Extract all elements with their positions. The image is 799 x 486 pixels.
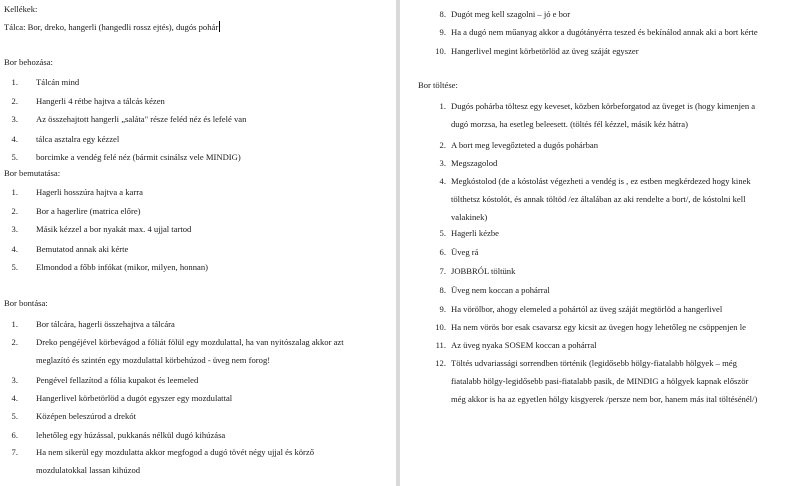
list-number: 4. xyxy=(11,244,18,254)
list-item-text: Töltés udvariassági sorrendben történik (legidősebb hölgy-fiatalabb hölgyek – még xyxy=(451,358,737,368)
list-item-text: Dugót meg kell szagolni – jó e bor xyxy=(451,9,571,19)
list-item-text: Megszagolod xyxy=(451,158,498,168)
list-number: 2. xyxy=(11,337,18,347)
list-item-text: valakinek) xyxy=(451,212,488,222)
list-number: 1. xyxy=(439,101,446,111)
list-item-text: dugó morzsa, ha esetleg beleesett. (töltés fél kézzel, másik kéz hátra) xyxy=(451,119,688,129)
list-item-text: Hagerli kézbe xyxy=(451,228,499,238)
list-item-text: JOBBRÓL töltünk xyxy=(451,266,516,276)
list-item-text: fiatalabb hölgy-legidősebb pasi-fiatalabb pasik, de MINDIG a hölgyek kapnak először xyxy=(451,376,749,386)
list-item-text: Elmondod a főbb infókat (mikor, milyen, honnan) xyxy=(36,262,208,272)
list-number: 8. xyxy=(439,285,446,295)
list-item-text: Hangerlivel körbetörlöd a dugót egyszer egy mozdulattal xyxy=(36,393,233,403)
kellekek-heading: Kellékek: xyxy=(4,4,38,14)
list-number: 3. xyxy=(11,375,18,385)
list-number: 7. xyxy=(11,447,18,457)
list-item-text: Bor a hagerlire (matrica előre) xyxy=(36,206,141,216)
list-item-text: Tálcán mind xyxy=(36,77,80,87)
list-item-text: Másik kézzel a bor nyakát max. 4 ujjal tartod xyxy=(36,224,192,234)
list-item-text: Pengével fellazítod a fólia kupakot és leemeled xyxy=(36,375,199,385)
list-item-text: meglazító és szintén egy mozdulattal körbehúzod - üveg nem forog! xyxy=(36,355,271,365)
list-number: 12. xyxy=(435,358,446,368)
list-number: 6. xyxy=(11,430,18,440)
list-number: 9. xyxy=(439,304,446,314)
list-number: 4. xyxy=(439,176,446,186)
list-number: 10. xyxy=(435,46,446,56)
list-number: 7. xyxy=(439,266,446,276)
right-document-page xyxy=(400,0,799,486)
list-item-text: borcimke a vendég felé néz (bármit csinálsz vele MINDIG) xyxy=(36,152,241,162)
list-item-text: Ha nem sikerül egy mozdulatta akkor megfogod a dugó tövét négy ujjal és körző xyxy=(36,447,315,457)
list-item-text: mozdulatokkal lassan kihúzod xyxy=(36,465,141,475)
talca-line[interactable] xyxy=(4,21,220,33)
list-number: 3. xyxy=(11,114,18,124)
list-number: 1. xyxy=(11,187,18,197)
list-number: 2. xyxy=(439,140,446,150)
list-number: 2. xyxy=(11,206,18,216)
list-item-text: Dreko pengéjével körbevágod a fóliát fölül egy mozdulattal, ha van nyitószalag akkor azt xyxy=(36,337,344,347)
left-document-page xyxy=(0,0,396,486)
list-number: 2. xyxy=(11,96,18,106)
list-number: 5. xyxy=(11,152,18,162)
list-number: 3. xyxy=(11,224,18,234)
bor-bontasa-heading: Bor bontása: xyxy=(4,298,48,308)
bor-bemutatasa-heading: Bor bemutatása: xyxy=(4,168,61,178)
talca-text: Tálca: Bor, dreko, hangerli (hangedli rossz ejtés), dugós pohár xyxy=(4,22,219,32)
list-number: 8. xyxy=(439,9,446,19)
list-number: 1. xyxy=(11,319,18,329)
list-item-text: Középen beleszúrod a drekót xyxy=(36,411,136,421)
list-item-text: Üveg nem koccan a pohárral xyxy=(451,285,550,295)
list-item-text: Ha a dugó nem műanyag akkor a dugótányérra teszed és bekínálod annak aki a bort kérte xyxy=(451,27,758,37)
list-item-text: Ha vörölbor, ahogy elemeled a pohártól az üveg száját megtörlöd a hangerlivel xyxy=(451,304,723,314)
list-number: 6. xyxy=(439,247,446,257)
list-item-text: Az összehajtott hangerli „saláta" része feléd néz és lefelé van xyxy=(36,114,247,124)
list-number: 10. xyxy=(435,322,446,332)
list-item-text: Dugós pohárba töltesz egy keveset, közben körbeforgatod az üveget is (hogy kimenjen a xyxy=(451,101,756,111)
bor-behozasa-heading: Bor behozása: xyxy=(4,57,53,67)
list-item-text: tálca asztalra egy kézzel xyxy=(36,134,120,144)
list-item-text: Bemutatod annak aki kérte xyxy=(36,244,129,254)
list-number: 1. xyxy=(11,77,18,87)
bor-toltese-heading: Bor töltése: xyxy=(418,80,458,90)
list-item-text: lehetőleg egy húzással, pukkanás nélkül dugó kihúzása xyxy=(36,430,226,440)
list-number: 4. xyxy=(11,393,18,403)
list-number: 9. xyxy=(439,27,446,37)
list-item-text: A bort meg levegőzteted a dugós pohárban xyxy=(451,140,599,150)
text-cursor xyxy=(219,21,220,32)
list-item-text: még akkor is ha az egyetlen hölgy kisgyerek /persze nem bor, hanem más ital töltésénél/) xyxy=(451,394,758,404)
list-number: 5. xyxy=(11,411,18,421)
list-item-text: Hagerli hosszúra hajtva a karra xyxy=(36,187,143,197)
list-number: 4. xyxy=(11,134,18,144)
list-item-text: Üveg rá xyxy=(451,247,479,257)
list-item-text: Bor tálcára, hagerli összehajtva a tálcára xyxy=(36,319,175,329)
list-number: 3. xyxy=(439,158,446,168)
list-item-text: Az üveg nyaka SOSEM koccan a pohárral xyxy=(451,340,597,350)
list-item-text: Hangerlivel megint körbetörlöd az üveg száját egyszer xyxy=(451,46,639,56)
list-number: 5. xyxy=(11,262,18,272)
list-item-text: Megkóstolod (de a kóstolást végezheti a vendég is , ez estben megkérdezed hogy kinek xyxy=(451,176,751,186)
list-number: 11. xyxy=(435,340,446,350)
list-item-text: Hangerli 4 rétbe hajtva a tálcás kézen xyxy=(36,96,165,106)
list-number: 5. xyxy=(439,228,446,238)
list-item-text: Ha nem vörös bor esak csavarsz egy kicsit az üvegen hogy lehetőleg ne csöppenjen le xyxy=(451,322,746,332)
list-item-text: tölthetsz kóstolót, és annak töltöd /ez általában az aki rendelte a bort/, de kóstolni kell xyxy=(451,194,746,204)
